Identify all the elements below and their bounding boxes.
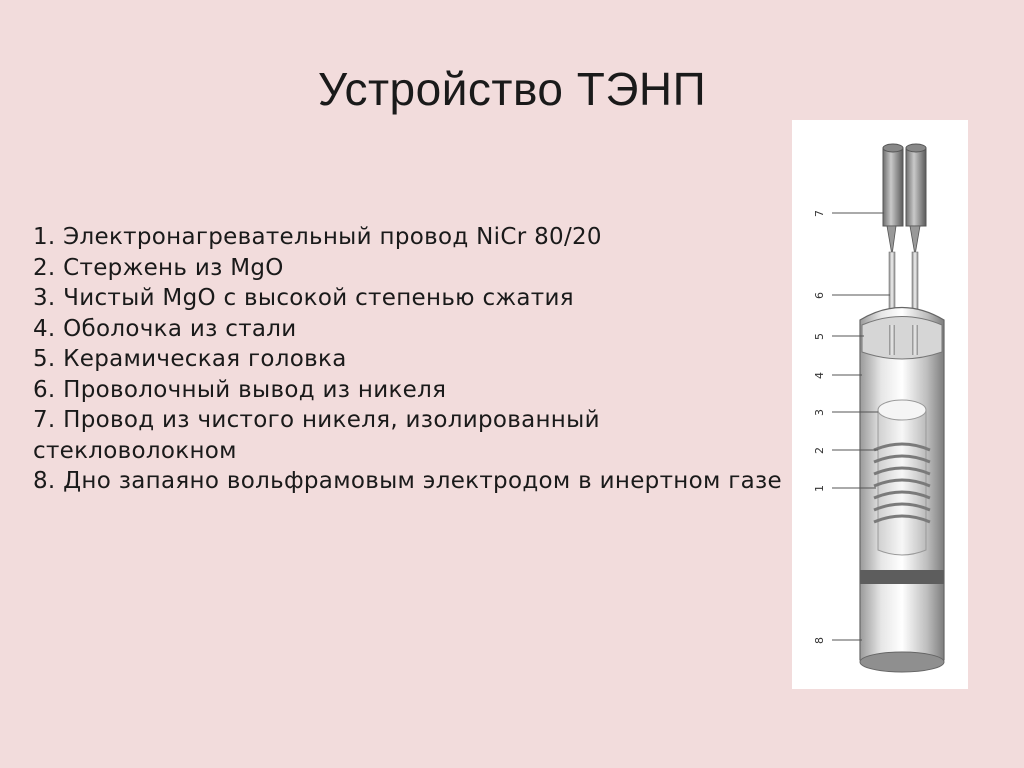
list-item: 7. Провод из чистого никеля, изолированный стекловолокном	[33, 407, 600, 464]
callout-number: 4	[813, 372, 826, 379]
callout-number: 1	[813, 485, 826, 492]
callout-number: 8	[813, 637, 826, 644]
mgo-core	[878, 400, 926, 555]
callout-number: 3	[813, 409, 826, 416]
callout-number: 2	[813, 447, 826, 454]
list-item: 6. Проволочный вывод из никеля	[33, 376, 447, 403]
slide-title: Устройство ТЭНП	[317, 63, 707, 115]
ceramic-head	[862, 317, 942, 360]
callout-number: 7	[813, 210, 826, 217]
callout-numbers	[813, 210, 826, 644]
list-item: 4. Оболочка из стали	[33, 315, 297, 342]
callout-number: 5	[813, 333, 826, 340]
callout-number: 6	[813, 292, 826, 299]
list-item: 5. Керамическая головка	[33, 346, 347, 372]
heater-diagram-svg	[792, 120, 968, 689]
list-item: 2. Стержень из MgO	[33, 254, 284, 281]
list-item: 8. Дно запаяно вольфрамовым электродом в инертном газе	[33, 468, 782, 494]
list-item: 3. Чистый MgO с высокой степенью сжатия	[33, 285, 574, 311]
insulated-lead-wires	[883, 144, 926, 255]
heater-cutaway-illustration	[792, 120, 968, 689]
list-item: 1. Электронагревательный провод NiCr 80/20	[33, 224, 602, 250]
component-list	[33, 222, 783, 497]
